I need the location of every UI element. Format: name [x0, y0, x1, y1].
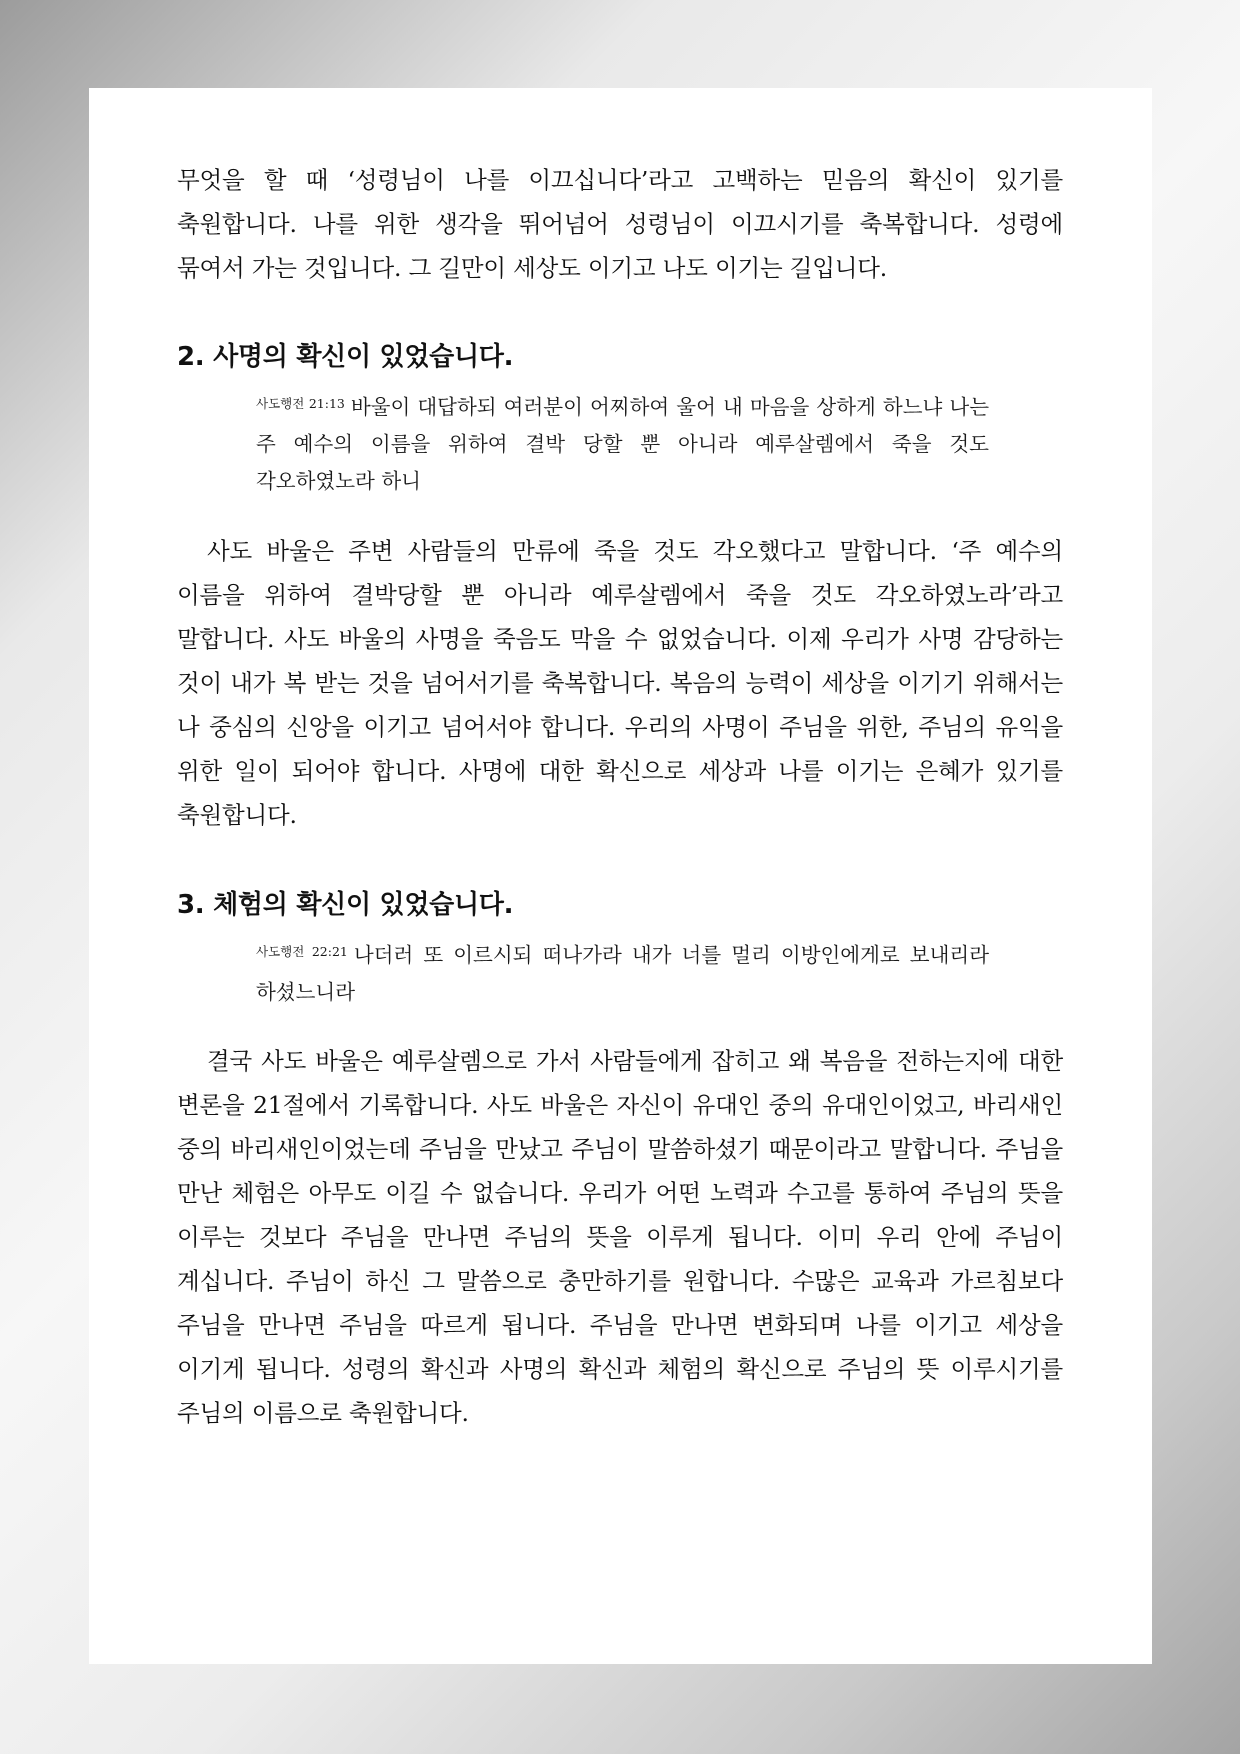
- scripture-quote-2: [256, 385, 989, 500]
- page-content: [177, 158, 1063, 1435]
- section-2-body: 사도 바울은 주변 사람들의 만류에 죽을 것도 각오했다고 말합니다. ‘주 예수의 이름을 위하여 결박당할 뿐 아니라 예루살렘에서 죽을 것도 각오하였노라’라고 말합니다. 사도 바울의 사명을 죽음도 막을 수 없었습니다. 이제 우리가 사명 감당하는 것이 내가 복 받는 것을 넘어서기를 축복합니다. 복음의 능력이 세상을 이기기 위해서는 나 중심의 신앙을 이기고 넘어서야 합니다. 우리의 사명이 주님을 위한, 주님의 유익을 위한 일이 되어야 합니다. 사명에 대한 확신으로 세상과 나를 이기는 은혜가 있기를 축원합니다.: [177, 537, 1063, 829]
- intro-paragraph: 무엇을 할 때 ‘성령님이 나를 이끄십니다’라고 고백하는 믿음의 확신이 있기를 축원합니다. 나를 위한 생각을 뛰어넘어 성령님이 이끄시기를 축복합니다. 성령에 묶여서 가는 것입니다. 그 길만이 세상도 이기고 나도 이기는 길입니다.: [177, 166, 1063, 282]
- section-3-heading: 3. 체험의 확신이 있었습니다.: [177, 890, 514, 920]
- scripture-reference: 사도행전 22:21: [256, 944, 348, 959]
- scripture-reference: 사도행전 21:13: [256, 396, 345, 411]
- document-page: [89, 88, 1152, 1664]
- scripture-quote-3: [256, 933, 989, 1011]
- section-3-body: 결국 사도 바울은 예루살렘으로 가서 사람들에게 잡히고 왜 복음을 전하는지에 대한 변론을 21절에서 기록합니다. 사도 바울은 자신이 유대인 중의 유대인이었고, 바리새인 중의 바리새인이었는데 주님을 만났고 주님이 말씀하셨기 때문이라고 말합니다. 주님을 만난 체험은 아무도 이길 수 없습니다. 우리가 어떤 노력과 수고를 통하여 주님의 뜻을 이루는 것보다 주님을 만나면 주님의 뜻을 이루게 됩니다. 이미 우리 안에 주님이 계십니다. 주님이 하신 그 말씀으로 충만하기를 원합니다. 수많은 교육과 가르침보다 주님을 만나면 주님을 따르게 됩니다. 주님을 만나면 변화되며 나를 이기고 세상을 이기게 됩니다. 성령의 확신과 사명의 확신과 체험의 확신으로 주님의 뜻 이루시기를 주님의 이름으로 축원합니다.: [177, 1047, 1063, 1427]
- section-2-heading: 2. 사명의 확신이 있었습니다.: [177, 342, 514, 372]
- scripture-text: 나더러 또 이르시되 떠나가라 내가 너를 멀리 이방인에게로 보내리라 하셨느니라: [256, 943, 990, 1004]
- scripture-text: 바울이 대답하되 여러분이 어찌하여 울어 내 마음을 상하게 하느냐 나는 주 예수의 이름을 위하여 결박 당할 뿐 아니라 예루살렘에서 죽을 것도 각오하였노라 하니: [256, 395, 989, 493]
